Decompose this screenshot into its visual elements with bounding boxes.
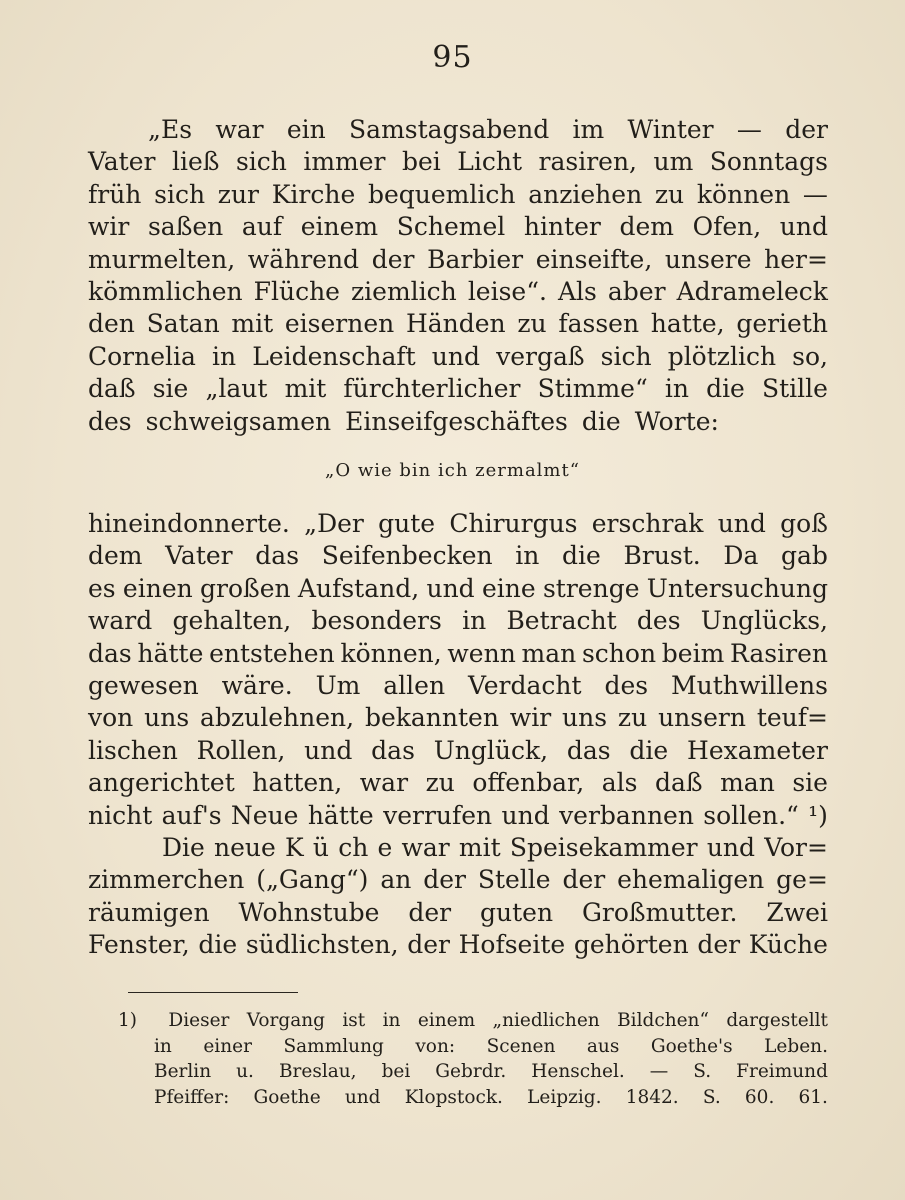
word: Rollen, bbox=[196, 735, 286, 765]
word: früh bbox=[88, 179, 142, 209]
word: anziehen bbox=[528, 179, 643, 209]
word: Flüche bbox=[253, 276, 340, 306]
word: den bbox=[88, 309, 135, 339]
word: Cornelia bbox=[88, 341, 196, 371]
word: Großmutter. bbox=[581, 897, 738, 927]
word: Chirurgus bbox=[449, 509, 578, 538]
word: Sonntags bbox=[709, 147, 828, 177]
text-line bbox=[88, 670, 828, 702]
paragraph-1 bbox=[88, 114, 828, 438]
word: wir bbox=[509, 703, 552, 733]
word: Klopstock. bbox=[404, 1086, 503, 1108]
text-line bbox=[88, 244, 828, 276]
word: einem bbox=[300, 212, 379, 242]
word: nicht bbox=[88, 800, 153, 830]
word: saßen bbox=[147, 212, 224, 242]
word: Zwei bbox=[766, 897, 828, 927]
text-line bbox=[88, 800, 828, 832]
word: Barbier bbox=[427, 244, 524, 274]
word: murmelten, bbox=[88, 244, 236, 274]
word: der bbox=[407, 930, 450, 960]
text-line bbox=[88, 114, 828, 146]
word: Vater bbox=[88, 147, 156, 177]
word: Hexameter bbox=[687, 735, 828, 765]
word: Adrameleck bbox=[676, 276, 828, 306]
word: — bbox=[736, 115, 762, 144]
word: man bbox=[720, 768, 775, 798]
word: sie bbox=[152, 374, 189, 404]
word: hätte bbox=[137, 638, 204, 668]
word: vergaß bbox=[496, 341, 585, 371]
word: das bbox=[255, 541, 300, 571]
word: der bbox=[371, 244, 415, 274]
word: daß bbox=[88, 374, 136, 404]
text-line bbox=[88, 702, 828, 734]
word: sich bbox=[600, 341, 652, 371]
word: die bbox=[198, 930, 238, 960]
word: und bbox=[304, 735, 353, 765]
text-line bbox=[88, 897, 828, 929]
word: „Es bbox=[148, 115, 193, 144]
word: wäre. bbox=[221, 670, 293, 700]
word: ward bbox=[88, 606, 153, 636]
word: die bbox=[706, 374, 745, 404]
word: 1842. bbox=[625, 1086, 679, 1108]
word: mit bbox=[458, 832, 501, 862]
word: sie bbox=[792, 768, 828, 798]
word: wenn bbox=[447, 638, 516, 668]
word: Pfeiffer: bbox=[154, 1086, 230, 1108]
word: verrufen bbox=[383, 800, 493, 830]
page-number: 95 bbox=[432, 40, 473, 75]
text-line bbox=[88, 406, 828, 438]
word: so, bbox=[792, 341, 828, 371]
word: der bbox=[785, 115, 828, 144]
word: gab bbox=[781, 541, 828, 571]
word: unsern bbox=[658, 703, 746, 733]
word: — bbox=[802, 179, 828, 209]
word: daß bbox=[654, 768, 703, 798]
word: Worte: bbox=[634, 406, 719, 436]
word: man bbox=[521, 638, 577, 668]
word: einer bbox=[203, 1035, 252, 1057]
word: und bbox=[706, 832, 756, 862]
word: Seifenbecken bbox=[321, 541, 493, 571]
word: sollen.“ bbox=[703, 800, 799, 830]
word: und bbox=[501, 800, 550, 830]
word: es bbox=[88, 573, 116, 603]
word: rasiren, bbox=[538, 147, 637, 177]
word: gerieth bbox=[736, 309, 828, 339]
word: Kirche bbox=[271, 179, 356, 209]
word: südlichsten, bbox=[245, 930, 399, 960]
word: Schemel bbox=[396, 212, 506, 242]
quoted-verse: „O wie bin ich zermalmt“ bbox=[325, 460, 580, 481]
word: Unglücks, bbox=[700, 606, 828, 636]
word: e bbox=[377, 832, 393, 862]
word: der bbox=[423, 865, 466, 895]
word: gehörten bbox=[573, 930, 689, 960]
word: der bbox=[697, 930, 741, 960]
word: Wohnstube bbox=[238, 897, 380, 927]
word: ch bbox=[338, 832, 369, 862]
word: zur bbox=[217, 179, 260, 209]
text-line bbox=[88, 179, 828, 211]
word: in bbox=[664, 374, 689, 404]
word: uns bbox=[562, 703, 608, 733]
word: war bbox=[359, 768, 409, 798]
word: können bbox=[696, 179, 791, 209]
text-line bbox=[88, 767, 828, 799]
word: Dieser bbox=[168, 1010, 230, 1031]
paragraph-2 bbox=[88, 508, 828, 961]
word: schweigsamen bbox=[145, 406, 332, 436]
word: Winter bbox=[627, 115, 714, 144]
word: dargestellt bbox=[726, 1010, 828, 1031]
word: S. bbox=[693, 1061, 712, 1083]
word: Fenster, bbox=[88, 930, 190, 960]
word: zu bbox=[617, 703, 648, 733]
word: hinter bbox=[523, 212, 601, 242]
word: Licht bbox=[457, 147, 523, 177]
text-line bbox=[88, 929, 828, 961]
word: Einseifgeschäftes bbox=[345, 406, 568, 436]
text-line bbox=[88, 508, 828, 540]
word: Verdacht bbox=[467, 670, 582, 700]
word: ein bbox=[286, 115, 326, 144]
word: von bbox=[88, 703, 134, 733]
word: mit bbox=[284, 374, 327, 404]
word: unsere bbox=[664, 244, 752, 274]
footnote-line bbox=[118, 1059, 828, 1085]
word: aber bbox=[607, 276, 666, 306]
word: und bbox=[431, 341, 480, 371]
word: aus bbox=[586, 1035, 620, 1057]
word: Muthwillens bbox=[671, 670, 828, 700]
word: allen bbox=[383, 670, 446, 700]
word: entstehen bbox=[209, 638, 335, 668]
text-line bbox=[88, 540, 828, 572]
word: dem bbox=[619, 212, 674, 242]
word: in bbox=[462, 606, 487, 636]
word: „Der bbox=[304, 509, 364, 538]
footnote bbox=[118, 1008, 828, 1110]
word: 60. bbox=[744, 1086, 775, 1108]
word: an bbox=[380, 865, 412, 895]
footnote-line bbox=[118, 1008, 828, 1034]
word: Scenen bbox=[486, 1035, 556, 1057]
text-line bbox=[88, 373, 828, 405]
word: eisernen bbox=[284, 309, 395, 339]
word: Untersuchung bbox=[646, 573, 828, 603]
word: angerichtet bbox=[88, 768, 235, 798]
text-line bbox=[88, 605, 828, 637]
word: Leidenschaft bbox=[252, 341, 416, 371]
word: bei bbox=[381, 1061, 411, 1083]
word: im bbox=[572, 115, 605, 144]
word: der bbox=[408, 897, 452, 927]
word: immer bbox=[303, 147, 386, 177]
word: Stelle bbox=[477, 865, 551, 895]
word: Bildchen“ bbox=[617, 1010, 709, 1031]
word: Aufstand, bbox=[297, 573, 420, 603]
word: beim bbox=[661, 638, 725, 668]
word: Rasiren bbox=[730, 638, 828, 668]
word: hineindonnerte. bbox=[88, 509, 290, 538]
word: u. bbox=[236, 1061, 254, 1083]
text-line bbox=[88, 638, 828, 670]
word: — bbox=[649, 1061, 669, 1083]
word: sich bbox=[154, 179, 206, 209]
word: gute bbox=[378, 509, 436, 538]
footnote-line bbox=[118, 1085, 828, 1111]
word: mit bbox=[231, 309, 274, 339]
word: 61. bbox=[798, 1086, 828, 1108]
word: fassen bbox=[558, 309, 640, 339]
word: Goethe's bbox=[650, 1035, 733, 1057]
word: Leben. bbox=[764, 1035, 828, 1057]
word: zu bbox=[517, 309, 547, 339]
word: in bbox=[515, 541, 540, 571]
text-line bbox=[88, 573, 828, 605]
word: bei bbox=[402, 147, 441, 177]
word: Neue bbox=[230, 800, 299, 830]
word: zu bbox=[654, 179, 685, 209]
word: plötzlich bbox=[667, 341, 777, 371]
word: räumigen bbox=[88, 897, 210, 927]
word: leise“. bbox=[467, 276, 547, 306]
word: uns bbox=[144, 703, 190, 733]
word: das bbox=[371, 735, 415, 765]
word: ließ bbox=[171, 147, 220, 177]
word: Leipzig. bbox=[527, 1086, 602, 1108]
word: erschrak bbox=[591, 509, 704, 538]
word: Um bbox=[315, 670, 361, 700]
word: ist bbox=[342, 1010, 366, 1031]
word: Betracht bbox=[506, 606, 617, 636]
word: auf's bbox=[161, 800, 222, 830]
word: und bbox=[344, 1086, 381, 1108]
word: dem bbox=[88, 541, 143, 571]
word: Gebrdr. bbox=[435, 1061, 507, 1083]
word: das bbox=[566, 735, 611, 765]
word: des bbox=[636, 606, 681, 636]
footnote-marker: 1) bbox=[118, 1010, 137, 1031]
word: sich bbox=[235, 147, 287, 177]
word: her= bbox=[764, 244, 828, 274]
word: ehemaligen bbox=[617, 865, 765, 895]
word: Unglück, bbox=[433, 735, 549, 765]
word: Henschel. bbox=[531, 1061, 625, 1083]
word: als bbox=[601, 768, 638, 798]
word: S. bbox=[702, 1086, 721, 1108]
word: Händen bbox=[405, 309, 506, 339]
word: des bbox=[604, 670, 649, 700]
word: Hofseite bbox=[458, 930, 566, 960]
word: Küche bbox=[748, 930, 828, 960]
word: Ofen, bbox=[692, 212, 762, 242]
word: und bbox=[717, 509, 766, 538]
word: von: bbox=[415, 1035, 456, 1057]
word: Stille bbox=[761, 374, 828, 404]
word: einseifte, bbox=[535, 244, 653, 274]
word: Vater bbox=[165, 541, 233, 571]
word: war bbox=[401, 832, 450, 862]
word: Vorgang bbox=[246, 1010, 326, 1031]
word: hätte bbox=[307, 800, 374, 830]
word: ü bbox=[312, 832, 329, 862]
word: war bbox=[215, 115, 264, 144]
word: offenbar, bbox=[472, 768, 585, 798]
word: bekannten bbox=[364, 703, 499, 733]
word: goß bbox=[780, 509, 828, 538]
word: verbannen bbox=[559, 800, 694, 830]
word: Breslau, bbox=[278, 1061, 357, 1083]
word: in bbox=[212, 341, 237, 371]
text-line bbox=[88, 832, 828, 864]
word: großen bbox=[200, 573, 291, 603]
word: Samstagsabend bbox=[349, 115, 550, 144]
word: zimmerchen bbox=[88, 865, 245, 895]
word: neue bbox=[214, 832, 276, 862]
word: während bbox=[247, 244, 360, 274]
word: kömmlichen bbox=[88, 276, 243, 306]
word: können, bbox=[340, 638, 442, 668]
text-line bbox=[88, 276, 828, 308]
word: ¹) bbox=[808, 800, 828, 830]
text-line bbox=[88, 735, 828, 767]
text-line bbox=[88, 211, 828, 243]
word: besonders bbox=[311, 606, 442, 636]
word: die bbox=[581, 406, 621, 436]
word: Vor= bbox=[764, 832, 828, 862]
word: Satan bbox=[146, 309, 220, 339]
text-line bbox=[88, 341, 828, 373]
word: Stimme“ bbox=[537, 374, 648, 404]
word: des bbox=[88, 406, 132, 436]
word: abzulehnen, bbox=[200, 703, 355, 733]
text-line bbox=[88, 146, 828, 178]
word: Brust. bbox=[623, 541, 701, 571]
footnote-line bbox=[118, 1034, 828, 1060]
word: „niedlichen bbox=[492, 1010, 600, 1031]
word: in bbox=[382, 1010, 401, 1031]
word: der bbox=[562, 865, 606, 895]
word: ziemlich bbox=[351, 276, 457, 306]
word: wir bbox=[88, 212, 130, 242]
word: („Gang“) bbox=[256, 865, 369, 895]
word: auf bbox=[241, 212, 283, 242]
word: schon bbox=[581, 638, 657, 668]
text-line bbox=[88, 864, 828, 896]
word: strenge bbox=[542, 573, 640, 603]
word: Die bbox=[162, 832, 205, 862]
text-line bbox=[88, 308, 828, 340]
word: Freimund bbox=[736, 1061, 828, 1083]
word: guten bbox=[480, 897, 554, 927]
word: um bbox=[653, 147, 694, 177]
footnote-divider bbox=[128, 992, 298, 993]
word: gehalten, bbox=[172, 606, 292, 636]
word: hatten, bbox=[252, 768, 343, 798]
word: Als bbox=[557, 276, 597, 306]
word: die bbox=[629, 735, 669, 765]
word: Speisekammer bbox=[509, 832, 698, 862]
word: und bbox=[779, 212, 828, 242]
word: Da bbox=[723, 541, 759, 571]
word: bequemlich bbox=[367, 179, 516, 209]
word: „laut bbox=[205, 374, 268, 404]
word: lischen bbox=[88, 735, 178, 765]
word: zu bbox=[425, 768, 455, 798]
word: und bbox=[426, 573, 475, 603]
word: eine bbox=[481, 573, 536, 603]
word: das bbox=[88, 638, 132, 668]
word: in bbox=[154, 1035, 172, 1057]
word: ge= bbox=[776, 865, 828, 895]
word: Berlin bbox=[154, 1061, 212, 1083]
word: einem bbox=[417, 1010, 476, 1031]
word: Sammlung bbox=[283, 1035, 384, 1057]
word: einen bbox=[122, 573, 193, 603]
word: Goethe bbox=[253, 1086, 321, 1108]
word: fürchterlicher bbox=[343, 374, 521, 404]
word: die bbox=[562, 541, 601, 571]
word: hatte, bbox=[650, 309, 725, 339]
word: gewesen bbox=[88, 670, 199, 700]
word: K bbox=[285, 832, 304, 862]
word: teuf= bbox=[756, 703, 828, 733]
